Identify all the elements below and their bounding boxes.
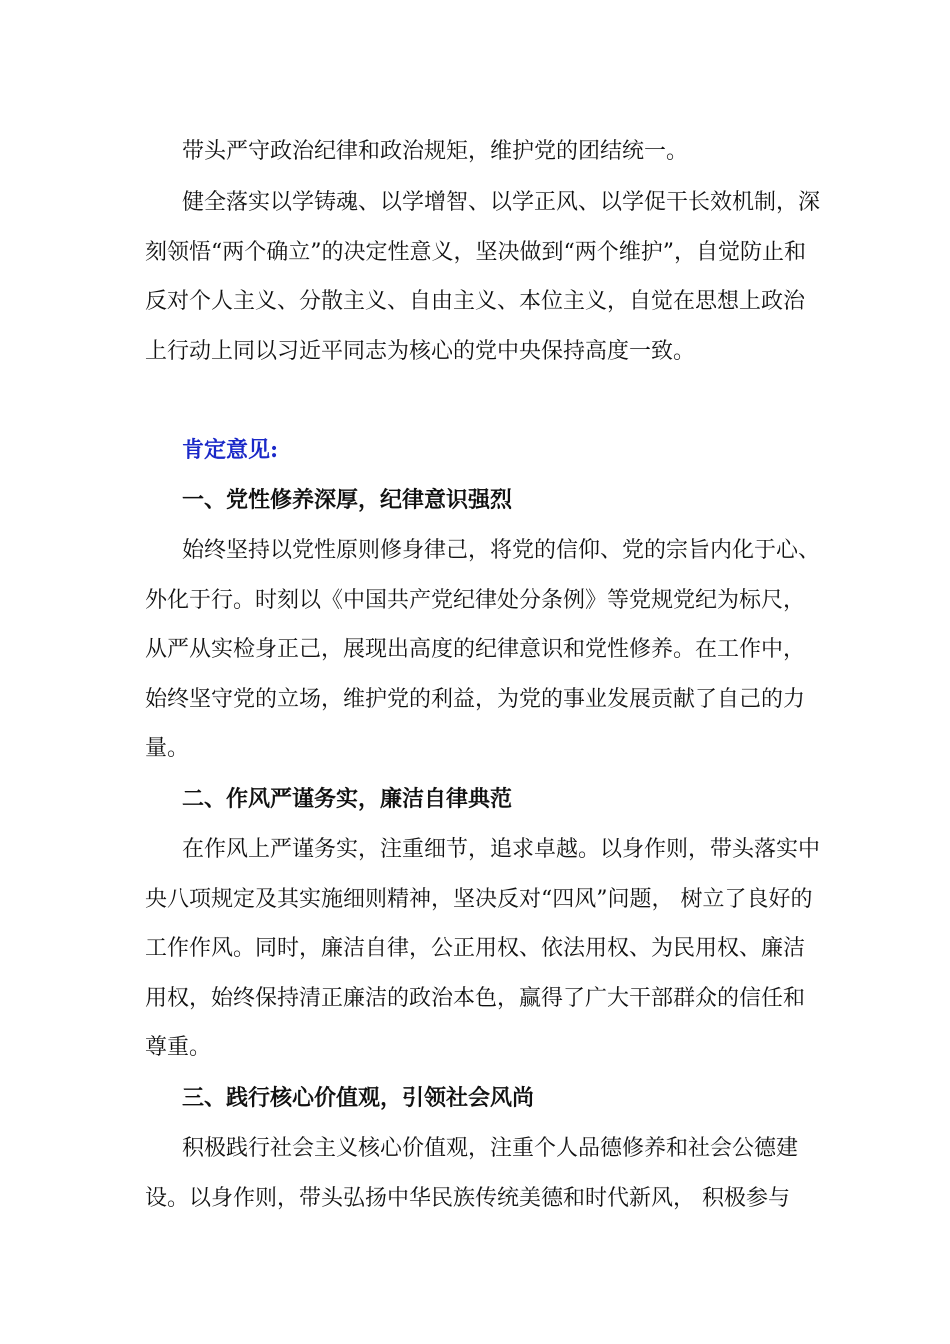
section-2-title-block bbox=[145, 775, 825, 825]
intro-paragraph-2: 健全落实以学铸魂、以学增智、以学正风、以学促干长效机制，深刻领悟“两个确立”的决定性意义，坚决做到“两个维护”，自觉防止和反对个人主义、分散主义、自由主义、本位主义，自觉在思想上政治上行动上同以习近平同志为核心的党中央保持高度一致。 bbox=[145, 190, 821, 364]
section-2-body-block bbox=[145, 825, 825, 1073]
section-1-body-block bbox=[145, 526, 825, 774]
intro-paragraph-2-block bbox=[145, 178, 825, 376]
section-body-2: 在作风上严谨务实，注重细节，追求卓越。以身作则，带头落实中央八项规定及其实施细则精神，坚决反对“四风”问题， 树立了良好的工作作风。同时，廉洁自律，公正用权、依法用权、为民用权、廉洁用权，始终保持清正廉洁的政治本色，赢得了广大干部群众的信任和尊重。 bbox=[145, 837, 821, 1060]
intro-paragraph-1: 带头严守政治纪律和政治规矩，维护党的团结统一。 bbox=[182, 139, 689, 164]
section-1-title-block bbox=[145, 476, 825, 526]
section-title-2: 二、作风严谨务实，廉洁自律典范 bbox=[182, 786, 513, 812]
affirm-heading: 肯定意见: bbox=[182, 437, 279, 463]
intro-paragraph-1-block bbox=[145, 127, 825, 177]
section-3-title-block bbox=[145, 1074, 825, 1124]
section-title-1: 一、党性修养深厚，纪律意识强烈 bbox=[182, 487, 513, 513]
section-body-3: 积极践行社会主义核心价值观，注重个人品德修养和社会公德建设。以身作则，带头弘扬中华民族传统美德和时代新风， 积极参与 bbox=[145, 1136, 799, 1211]
section-title-3: 三、践行核心价值观，引领社会风尚 bbox=[182, 1085, 535, 1111]
affirm-heading-block bbox=[145, 426, 825, 476]
section-3-body-block bbox=[145, 1124, 825, 1223]
section-body-1: 始终坚持以党性原则修身律己，将党的信仰、党的宗旨内化于心、外化于行。时刻以《中国共产党纪律处分条例》等党规党纪为标尺，从严从实检身正己，展现出高度的纪律意识和党性修养。在工作中，始终坚守党的立场，维护党的利益，为党的事业发展贡献了自己的力量。 bbox=[145, 538, 821, 761]
